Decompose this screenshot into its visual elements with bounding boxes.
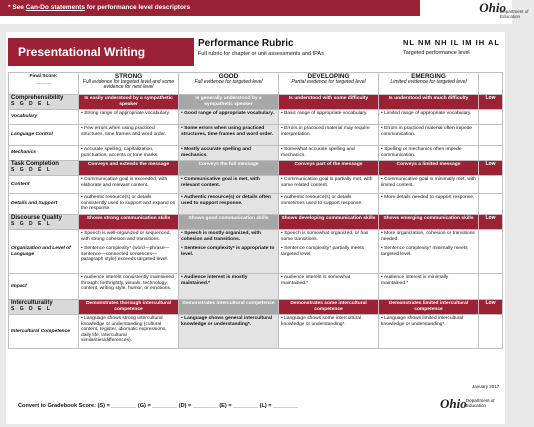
page-title: Presentational Writing	[8, 38, 194, 66]
table-row: Details and Support • Authentic resource(s) or details consistently used to support and expand on the response. • Authentic resource(s) or details often used to support response. • Authentic resource(s) or details sometimes used to support response. • More details needed to support response.	[9, 194, 503, 215]
col-strong: STRONG Full evidence for targeted level and some evidence for next level	[79, 73, 179, 95]
can-do-link[interactable]: Can-Do statements	[25, 4, 85, 11]
ohio-logo: Ohio	[479, 0, 506, 15]
rubric-title: Performance Rubric	[198, 38, 294, 49]
table-row: Impact • Audience interest consistently maintained through: forthrightly, visuals, technology, content, writing style, humor, or emotions. • Audience interest is mostly maintained.* • Audience interest is somewhat maintained.* • Audience interest is minimally maintained.*	[9, 274, 503, 300]
level-block	[403, 38, 502, 66]
table-row: Content • Communicative goal is exceeded, with elaborate and relevant content. • Communicative goal is met, with relevant content. • Communicative goal is partially met, with some related content. • Communicative goal is minimally met, with limited content.	[9, 176, 503, 194]
table-row: Vocabulary • Strong range of appropriate vocabulary. • Good range of appropriate vocabulary. • Basic range of appropriate vocabulary. • Limited range of appropriate vocabulary.	[9, 110, 503, 125]
ohio-logo-dept: Department of Education	[500, 9, 529, 19]
rubric-table	[8, 72, 503, 349]
header-row	[9, 73, 503, 95]
section-discourse-quality: Discourse Quality S G D E L Shows strong communication skills Shows good communication skills Shows developing communication skills Shows emerging communication skills Low	[9, 215, 503, 230]
level-codes: NL NM NH IL IM IH AL	[403, 38, 500, 47]
ohio-logo-bottom-dept: Department of Education	[466, 398, 495, 408]
section-task-completion: Task Completion S G D E L Conveys and extends the message Conveys the full message Conveys part of the message Conveys a limited message Low	[9, 161, 503, 176]
top-banner	[0, 0, 529, 24]
top-note: * See Can-Do statements for performance level descriptors	[8, 4, 191, 11]
ohio-logo-bottom: Ohio	[440, 396, 467, 411]
date-label: January 2017	[472, 384, 500, 389]
rubric-subtitle: Full rubric for chapter or unit assessments and IPAs	[198, 51, 324, 57]
col-developing: DEVELOPING Partial evidence for targeted level	[279, 73, 379, 95]
col-good: GOOD Full evidence for targeted level	[179, 73, 279, 95]
section-comprehensibility: Comprehensibility S G D E L Is easily understood by a sympathetic speaker Is generally understood by a sympathetic speaker Is understood with some difficulty Is understood with much difficulty Low	[9, 95, 503, 110]
table-row: Organization and Level of Language • Speech is well-organized or sequenced, with strong cohesion and transitions. • Sentence complexity* (word—phrase—sentence—connected sentences—paragraph style) exceeds targeted level. • Speech is mostly organized, with cohesion and transitions. • Sentence complexity* is appropriate to level. • Speech is somewhat organized, or has some transitions. • Sentence complexity* partially meets targeted level. • More organization, cohesion or transitions needed. • Sentence complexity* minimally meets targeted level.	[9, 230, 503, 274]
table-row: Mechanics • Accurate spelling, capitalization, punctuation, accents or tone marks. • Mostly accurate spelling and mechanics. • Somewhat accurate spelling and mechanics. • Spelling or mechanics often impede communication.	[9, 146, 503, 161]
level-subtitle: Targeted performance level	[403, 50, 470, 56]
final-score-label: Final Score: ______	[9, 73, 79, 95]
section-interculturality: Interculturality S G D E L Demonstrates thorough intercultural competence Demonstrates intercultural competence Demonstrates some intercultural competence Demonstrates limited intercultural competence Low	[9, 300, 503, 315]
rubric-title-block	[198, 38, 398, 66]
col-emerging: EMERGING Limited evidence for targeted level	[379, 73, 479, 95]
gradebook-conversion: Convert to Gradebook Score: (S) = ________ (G) = ________ (D) = ________ (E) = ________ (L) = ________	[18, 403, 298, 409]
rubric-header	[8, 38, 502, 66]
table-row: Intercultural Competence • Language shows strong intercultural knowledge or understanding (cultural content, register, idiomatic expressions, daily life, intercultural similarities/differences). • Language shows general intercultural knowledge or understanding*. • Language shows some intercultural knowledge or understanding*. • Language shows limited intercultural knowledge or understanding*.	[9, 315, 503, 349]
table-row: Language Control • Few errors when using practiced structures, time frames and word order. • Some errors when using practiced structures, time frames and word order. • Errors in practiced material may require interpretation. • Errors in practiced material often impede communication.	[9, 125, 503, 146]
